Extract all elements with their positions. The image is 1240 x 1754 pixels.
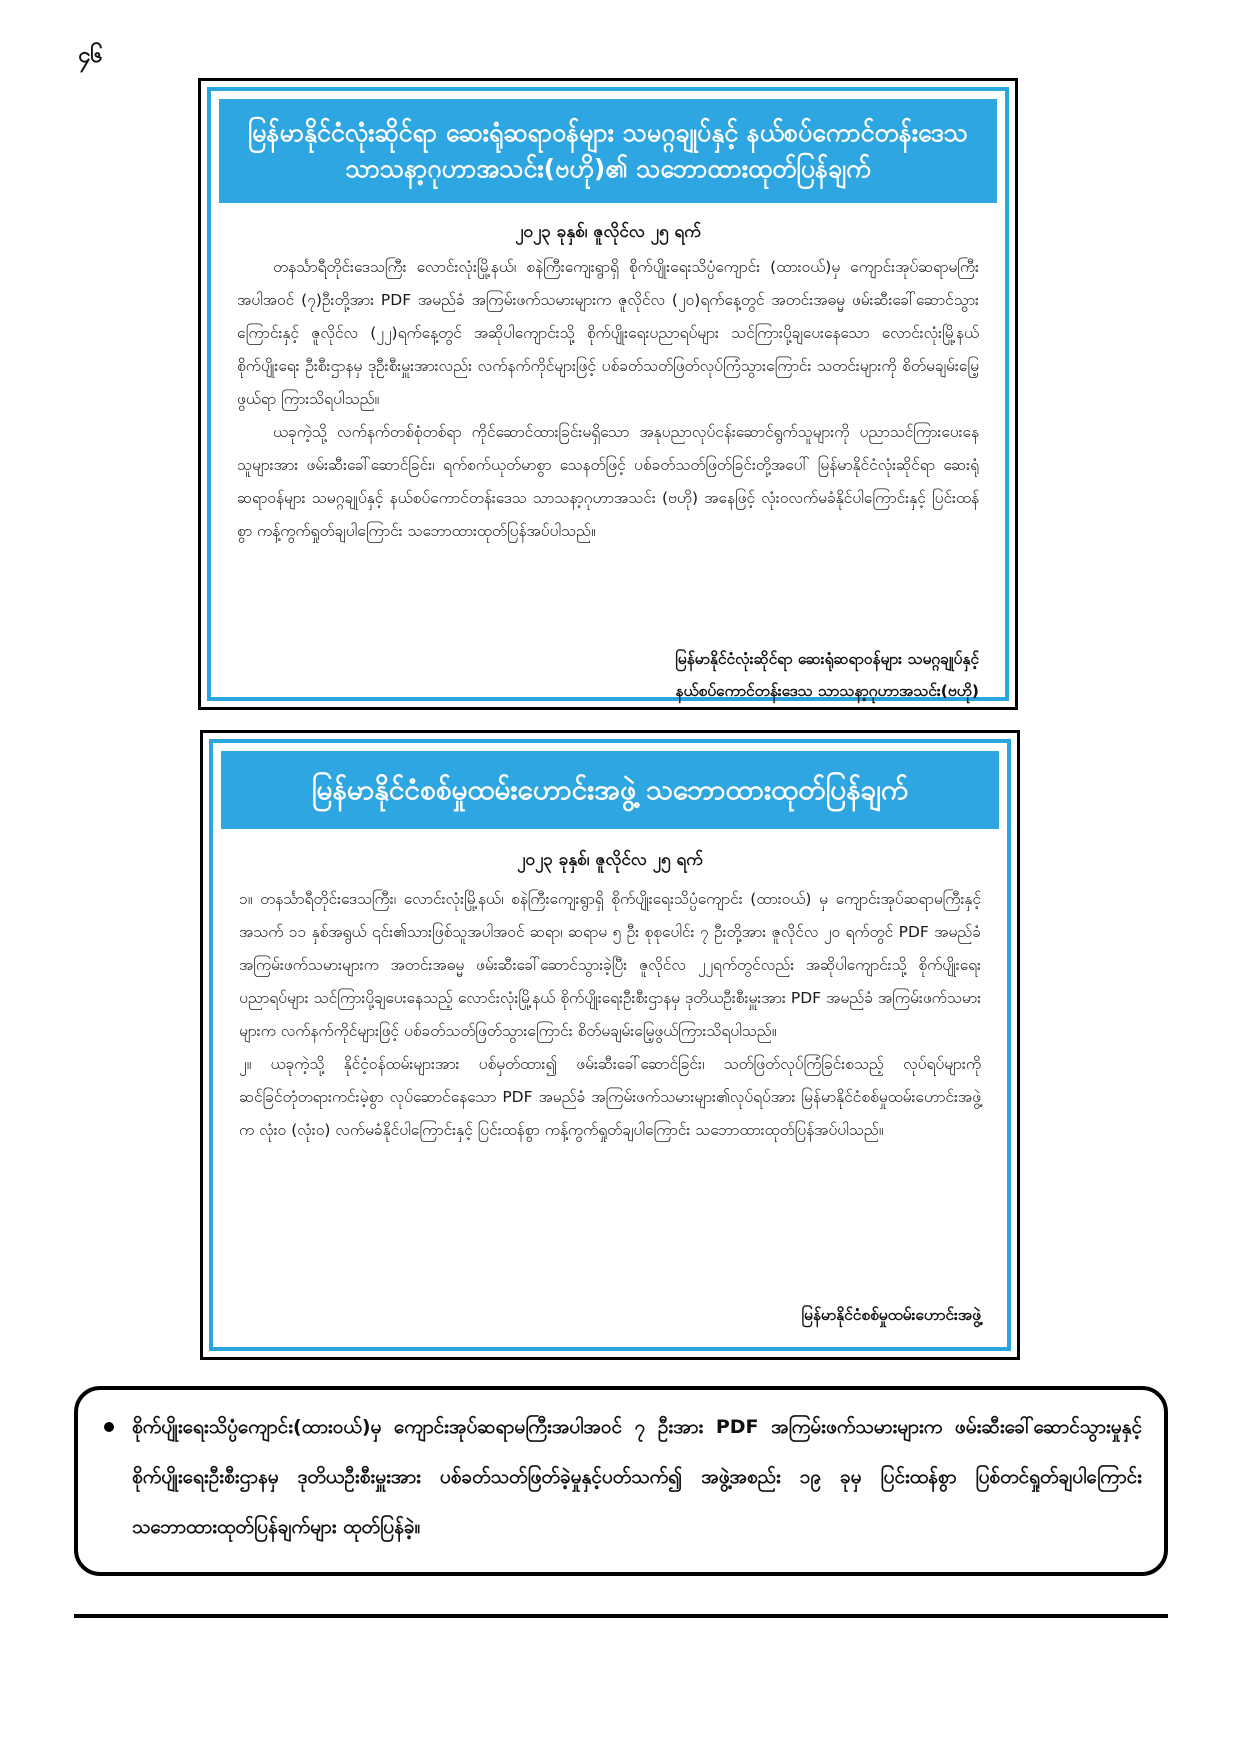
statement-body <box>237 251 979 548</box>
statement-signature <box>801 1299 981 1331</box>
statement-signature <box>675 643 979 707</box>
statement-box-1 <box>198 78 1018 710</box>
summary-box <box>74 1386 1168 1576</box>
statement-inner-frame <box>209 739 1011 1351</box>
bullet-icon <box>104 1422 114 1432</box>
statement-paragraph: ၁။ တနင်္သာရီတိုင်းဒေသကြီး၊ လောင်းလုံးမြို့နယ်၊ စနဲကြီးကျေးရွာရှိ စိုက်ပျိုးရေးသိပ္ပံကျောင်း (ထားဝယ်) မှ ကျောင်းအုပ်ဆရာမကြီးနှင့် အသက် ၁၁ နှစ်အရွယ် ၎င်း၏သားဖြစ်သူအပါအဝင် ဆရာ၊ ဆရာမ ၅ ဦး စုစုပေါင်း ၇ ဦးတို့အား ဇူလိုင်လ ၂၀ ရက်တွင် PDF အမည်ခံ အကြမ်းဖက်သမားများက အတင်းအဓမ္မ ဖမ်းဆီးခေါ်ဆောင်သွားခဲ့ပြီး ဇူလိုင်လ ၂၂ရက်တွင်လည်း အဆိုပါကျောင်းသို့ စိုက်ပျိုးရေး ပညာရပ်များ သင်ကြားပို့ချပေးနေသည့် လောင်းလုံးမြို့နယ် စိုက်ပျိုးရေးဦးစီးဌာနမှ ဒုတိယဦးစီးမှူးအား PDF အမည်ခံ အကြမ်းဖက်သမားများက လက်နက်ကိုင်များဖြင့် ပစ်ခတ်သတ်ဖြတ်သွားကြောင်း စိတ်မချမ်းမြေ့ဖွယ်ကြားသိရပါသည်။ <box>239 890 981 1040</box>
summary-text: စိုက်ပျိုးရေးသိပ္ပံကျောင်း(ထားဝယ်)မှ ကျောင်းအုပ်ဆရာမကြီးအပါအဝင် ၇ ဦးအား PDF အကြမ်းဖက်သမားများက ဖမ်းဆီးခေါ်ဆောင်သွားမှုနှင့် စိုက်ပျိုးရေးဦးစီးဌာနမှ ဒုတိယဦးစီးမှူးအား ပစ်ခတ်သတ်ဖြတ်ခဲ့မှုနှင့်ပတ်သက်၍ အဖွဲ့အစည်း ၁၉ ခုမှ ပြင်းထန်စွာ ပြစ်တင်ရှုတ်ချပါကြောင်း သဘောထားထုတ်ပြန်ချက်များ ထုတ်ပြန်ခဲ့။ <box>132 1416 1142 1538</box>
signature-line: နယ်စပ်ကောင်တန်းဒေသ သာသနာ့ဂုဟာအသင်း(ဗဟို) <box>675 682 979 700</box>
statement-paragraph: ၂။ ယခုကဲ့သို့ နိုင်ငံ့ဝန်ထမ်းများအား ပစ်မှတ်ထား၍ ဖမ်းဆီးခေါ်ဆောင်ခြင်း၊ သတ်ဖြတ်လုပ်ကြံခြင်းစသည့် လုပ်ရပ်များကို ဆင်ခြင်တုံတရားကင်းမဲ့စွာ လုပ်ဆောင်နေသော PDF အမည်ခံ အကြမ်းဖက်သမားများ၏လုပ်ရပ်အား မြန်မာနိုင်ငံစစ်မှုထမ်းဟောင်းအဖွဲ့ က လုံးဝ (လုံးဝ) လက်မခံနိုင်ပါကြောင်းနှင့် ပြင်းထန်စွာ ကန့်ကွက်ရှုတ်ချပါကြောင်း သဘောထားထုတ်ပြန်အပ်ပါသည်။ <box>239 1055 981 1139</box>
statement-inner-frame <box>207 87 1009 701</box>
statement-banner-title: မြန်မာနိုင်ငံစစ်မှုထမ်းဟောင်းအဖွဲ့ သဘောထားထုတ်ပြန်ချက် <box>221 751 999 829</box>
statement-date: ၂၀၂၃ ခုနှစ်၊ ဇူလိုင်လ ၂၅ ရက် <box>515 222 701 242</box>
signature-line: မြန်မာနိုင်ငံလုံးဆိုင်ရာ ဆေးရုံဆရာဝန်များ သမဂ္ဂချုပ်နှင့် <box>675 650 979 668</box>
signature-line: မြန်မာနိုင်ငံစစ်မှုထမ်းဟောင်းအဖွဲ့ <box>801 1306 981 1324</box>
bottom-divider <box>74 1614 1168 1618</box>
statement-date: ၂၀၂၃ ခုနှစ်၊ ဇူလိုင်လ ၂၅ ရက် <box>517 850 703 870</box>
statement-banner-title: မြန်မာနိုင်ငံလုံးဆိုင်ရာ ဆေးရုံဆရာဝန်များ သမဂ္ဂချုပ်နှင့် နယ်စပ်ကောင်တန်းဒေသ သာသနာ့ဂုဟာအသင်း(ဗဟို)၏ သဘောထားထုတ်ပြန်ချက် <box>219 99 997 203</box>
statement-body <box>239 883 981 1147</box>
statement-paragraph: တနင်္သာရီတိုင်းဒေသကြီး လောင်းလုံးမြို့နယ်၊ စနဲကြီးကျေးရွာရှိ စိုက်ပျိုးရေးသိပ္ပံကျောင်း (ထားဝယ်)မှ ကျောင်းအုပ်ဆရာမကြီးအပါအဝင် (၇)ဦးတို့အား PDF အမည်ခံ အကြမ်းဖက်သမားများက ဇူလိုင်လ (၂၀)ရက်နေ့တွင် အတင်းအဓမ္မ ဖမ်းဆီးခေါ်ဆောင်သွားကြောင်းနှင့် ဇူလိုင်လ (၂၂)ရက်နေ့တွင် အဆိုပါကျောင်းသို့ စိုက်ပျိုးရေးပညာရပ်များ သင်ကြားပို့ချပေးနေသော လောင်းလုံးမြို့နယ် စိုက်ပျိုးရေး ဦးစီးဌာနမှ ဒုဦးစီးမှူးအားလည်း လက်နက်ကိုင်များဖြင့် ပစ်ခတ်သတ်ဖြတ်လုပ်ကြံသွားကြောင်း သတင်းများကို စိတ်မချမ်းမြေ့ဖွယ်ရာ ကြားသိရပါသည်။ <box>237 258 979 408</box>
statement-box-2 <box>200 730 1020 1360</box>
page-number: ၄၆ <box>78 43 103 68</box>
statement-paragraph: ယခုကဲ့သို့ လက်နက်တစ်စုံတစ်ရာ ကိုင်ဆောင်ထားခြင်းမရှိသော အနုပညာလုပ်ငန်းဆောင်ရွက်သူများကို ပညာသင်ကြားပေးနေသူများအား ဖမ်းဆီးခေါ်ဆောင်ခြင်း၊ ရက်စက်ယုတ်မာစွာ သေနတ်ဖြင့် ပစ်ခတ်သတ်ဖြတ်ခြင်းတို့အပေါ် မြန်မာနိုင်ငံလုံးဆိုင်ရာ ဆေးရုံဆရာဝန်များ သမဂ္ဂချုပ်နှင့် နယ်စပ်ကောင်တန်းဒေသ သာသနာ့ဂုဟာအသင်း (ဗဟို) အနေဖြင့် လုံးဝလက်မခံနိုင်ပါကြောင်းနှင့် ပြင်းထန်စွာ ကန့်ကွက်ရှုတ်ချပါကြောင်း သဘောထားထုတ်ပြန်အပ်ပါသည်။ <box>237 423 979 540</box>
